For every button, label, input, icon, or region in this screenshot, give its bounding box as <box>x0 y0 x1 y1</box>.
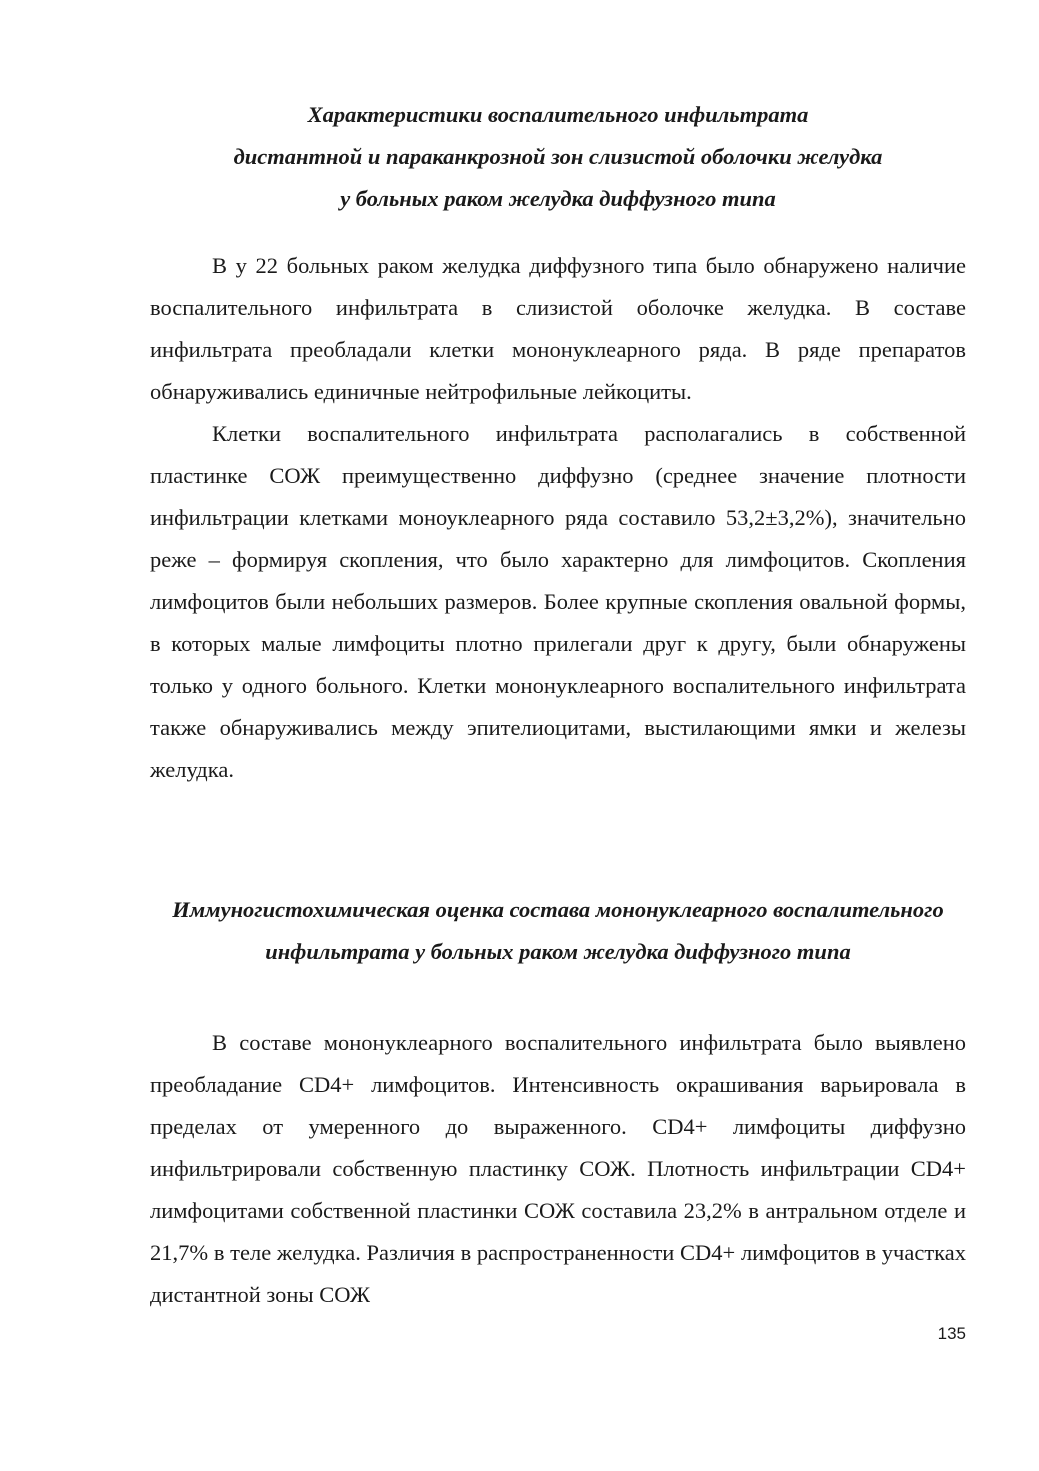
section-heading-inflammatory-infiltrate <box>150 94 966 220</box>
section-heading-immunohistochemistry <box>150 889 966 973</box>
heading-line: Иммуногистохимическая оценка состава мононуклеарного воспалительного <box>172 897 944 922</box>
body-paragraph: В у 22 больных раком желудка диффузного типа было обнаружено наличие воспалительного инфильтрата в слизистой оболочке желудка. В составе инфильтрата преобладали клетки мононуклеарного ряда. В ряде препаратов обнаруживались единичные нейтрофильные лейкоциты. <box>150 253 966 404</box>
heading-line: дистантной и параканкрозной зон слизистой оболочки желудка <box>233 144 883 169</box>
heading-line: Характеристики воспалительного инфильтрата <box>307 102 809 127</box>
heading-line: инфильтрата у больных раком желудка диффузного типа <box>265 939 851 964</box>
body-paragraph: В составе мононуклеарного воспалительного инфильтрата было выявлено преобладание CD4+ лимфоцитов. Интенсивность окрашивания варьировала в пределах от умеренного до выраженного. CD4+ лимфоциты диффузно инфильтрировали собственную пластинку СОЖ. Плотность инфильтрации CD4+ лимфоцитами собственной пластинки СОЖ составила 23,2% в антральном отделе и 21,7% в теле желудка. Различия в распространенности CD4+ лимфоцитов в участках дистантной зоны СОЖ <box>150 1030 966 1307</box>
body-paragraph: Клетки воспалительного инфильтрата располагались в собственной пластинке СОЖ преимущественно диффузно (среднее значение плотности инфильтрации клетками моноуклеарного ряда составило 53,2±3,2%), значительно реже – формируя скопления, что было характерно для лимфоцитов. Скопления лимфоцитов были небольших размеров. Более крупные скопления овальной формы, в которых малые лимфоциты плотно прилегали друг к другу, были обнаружены только у одного больного. Клетки мононуклеарного воспалительного инфильтрата также обнаруживались между эпителиоцитами, выстилающими ямки и железы желудка. <box>150 421 966 782</box>
heading-line: у больных раком желудка диффузного типа <box>340 186 776 211</box>
page-number: 135 <box>937 1324 966 1343</box>
